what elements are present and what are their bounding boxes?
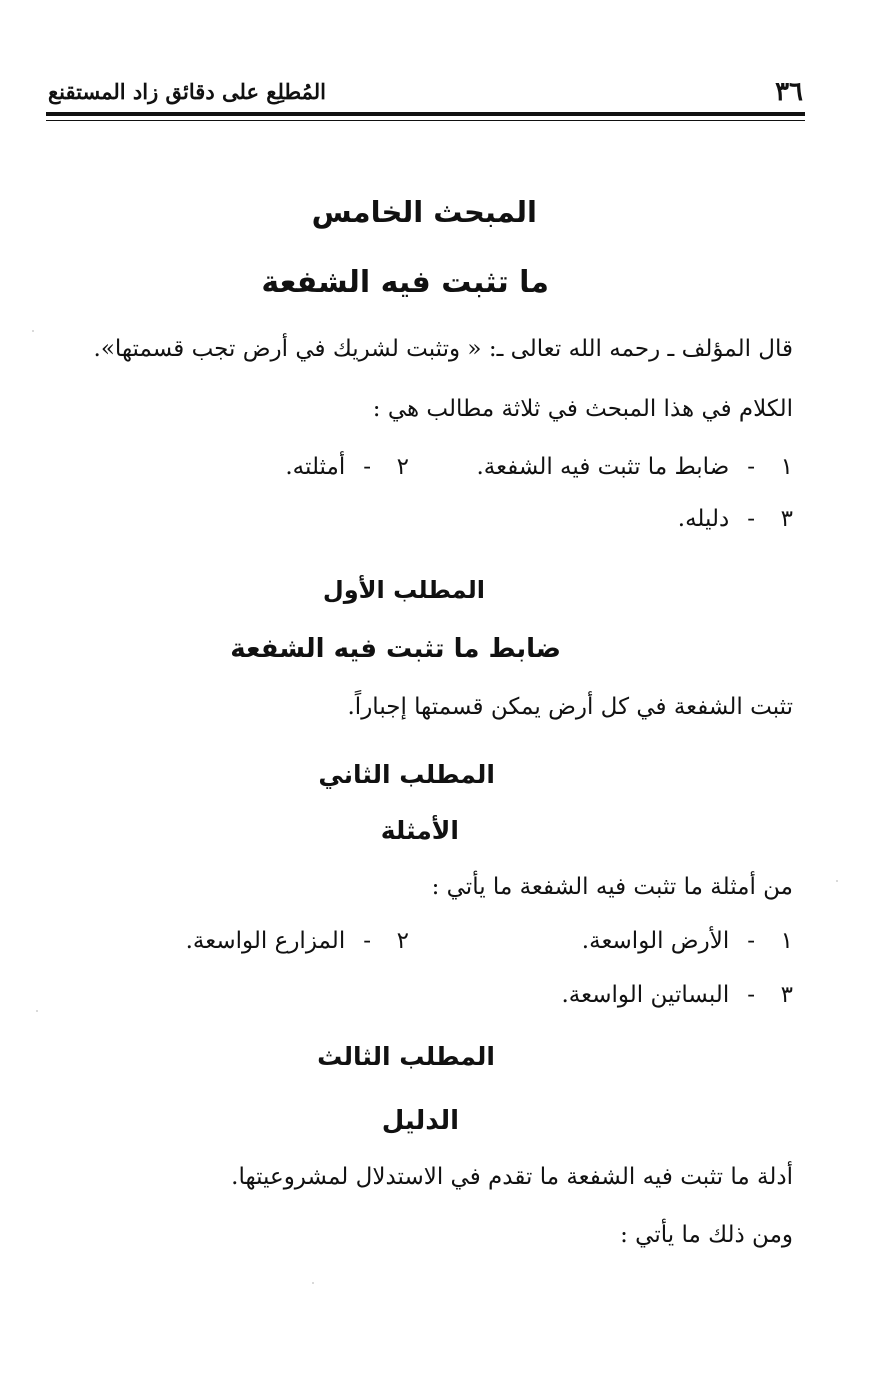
outline-number: ١: [780, 454, 793, 480]
matlab-3-title: المطلب الثالث: [317, 1042, 495, 1071]
matlab-2-intro: من أمثلة ما تثبت فيه الشفعة ما يأتي :: [431, 874, 793, 900]
matlab-1-title: المطلب الأول: [322, 576, 485, 604]
page-number: ٣٦: [775, 77, 803, 107]
outline-item-1: [476, 456, 793, 479]
example-dash: -: [747, 982, 755, 1008]
section-subtitle: ما تثبت فيه الشفعة: [261, 265, 549, 300]
matlab-3-text: أدلة ما تثبت فيه الشفعة ما تقدم في الاستدلال لمشروعيتها.: [231, 1164, 793, 1190]
outline-text: أمثلته.: [285, 454, 346, 480]
outline-text: دليله.: [677, 506, 730, 532]
intro-line: الكلام في هذا المبحث في ثلاثة مطالب هي :: [372, 396, 793, 422]
example-dash: -: [747, 928, 755, 954]
outline-dash: -: [747, 454, 755, 480]
example-dash: -: [363, 928, 371, 954]
matlab-3-subtitle: الدليل: [381, 1106, 459, 1136]
outline-dash: -: [363, 454, 371, 480]
example-number: ١: [780, 928, 793, 954]
header-rule-thin: [46, 120, 805, 121]
example-item-1: [582, 930, 793, 953]
example-text: المزارع الواسعة.: [185, 928, 346, 954]
outline-number: ٢: [396, 454, 409, 480]
scan-speck: [836, 880, 838, 882]
scan-speck: [36, 1010, 38, 1012]
quote-line: قال المؤلف ـ رحمه الله تعالى ـ: « وتثبت لشريك في أرض تجب قسمتها».: [93, 336, 793, 362]
example-item-3: [562, 984, 794, 1007]
matlab-2-title: المطلب الثاني: [318, 760, 495, 789]
example-text: البساتين الواسعة.: [561, 982, 730, 1008]
outline-item-3: [678, 508, 793, 531]
example-number: ٢: [396, 928, 409, 954]
outline-number: ٣: [780, 506, 793, 532]
section-title: المبحث الخامس: [311, 195, 537, 229]
scan-speck: [312, 1282, 314, 1284]
matlab-2-subtitle: الأمثلة: [380, 816, 459, 845]
outline-item-2: [285, 456, 409, 479]
matlab-1-subtitle: ضابط ما تثبت فيه الشفعة: [230, 634, 561, 664]
book-title: المُطلِع على دقائق زاد المستقنع: [48, 79, 327, 104]
matlab-3-text-2: ومن ذلك ما يأتي :: [620, 1222, 793, 1248]
example-text: الأرض الواسعة.: [581, 928, 730, 954]
matlab-1-text: تثبت الشفعة في كل أرض يمكن قسمتها إجباراً.: [347, 694, 793, 720]
outline-dash: -: [747, 506, 755, 532]
header-rule-thick: [46, 112, 805, 116]
example-item-2: [186, 930, 409, 953]
outline-text: ضابط ما تثبت فيه الشفعة.: [476, 454, 730, 480]
scan-speck: [32, 330, 34, 332]
running-header: [48, 76, 803, 108]
example-number: ٣: [780, 982, 793, 1008]
